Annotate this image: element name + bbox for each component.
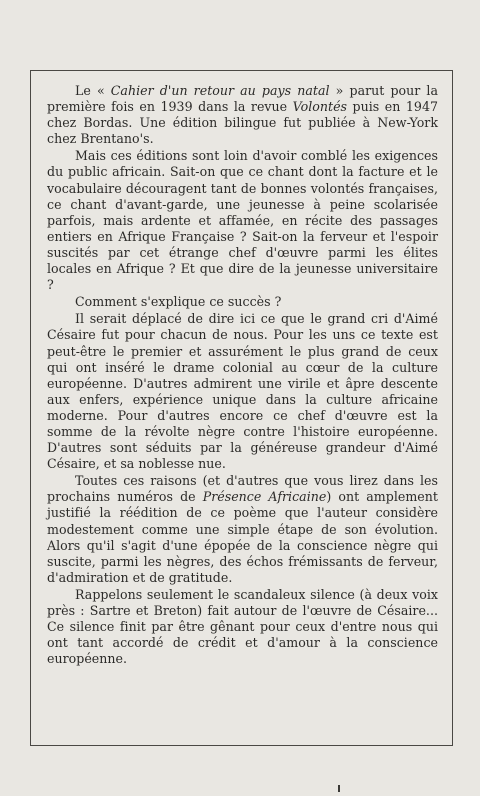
text-segment: puis en 1947 chez Bordas. Une édition bilingue fut publiée à New-York chez Brentano's.	[47, 99, 439, 147]
paragraph-reasons	[47, 473, 438, 586]
text-segment: Rappelons seulement le scandaleux silence (à deux voix près : Sartre et Breton) fait autour de l'œuvre de Césaire... Ce silence finit par être gênant pour ceux d'entre nous qui ont tant accordé de crédit et d'amour à la conscience européenne.	[47, 586, 438, 667]
paragraph-african-public	[47, 148, 438, 293]
paragraph-question	[47, 294, 438, 310]
title-volontes: Volontés	[292, 99, 348, 115]
text-segment: Toutes ces raisons (et d'autres que vous lirez dans les prochains numéros de	[47, 473, 438, 505]
page-mark	[338, 785, 340, 792]
paragraph-meaning	[47, 311, 438, 472]
text-segment: Comment s'explique ce succès ?	[75, 294, 282, 310]
text-segment: Il serait déplacé de dire ici ce que le grand cri d'Aimé Césaire fut pour chacun de nous. Pour les uns ce texte est peut-être le premier et assurément le plus grand de ceux qui ont inséré le drame colonial au cœur de la culture européenne. D'autres admirent une virile et âpre descente aux enfers, expérience unique dans la culture africaine moderne. Pour d'autres encore ce chef d'œuvre est la somme de la révolte nègre contre l'histoire européenne. D'autres sont séduits par la généreuse grandeur d'Aimé Césaire, et sa noblesse nue.	[47, 311, 438, 472]
text-segment: Mais ces éditions sont loin d'avoir comblé les exigences du public africain. Sait-on que ce chant dont la facture et le vocabulaire découragent tant de bonnes volontés françaises, ce chant d'avant-garde, une jeunesse à peine scolarisée parfois, mais ardente et affamée, en récite des passages entiers en Afrique Française ? Sait-on la ferveur et l'espoir suscités par cet étrange chef d'œuvre parmi les élites locales en Afrique ? Et que dire de la jeunesse universitaire ?	[47, 148, 438, 293]
paragraph-silence	[47, 587, 438, 667]
paragraph-publication-history	[47, 83, 438, 147]
text-frame	[30, 70, 453, 746]
title-cahier: Cahier d'un retour au pays natal	[110, 83, 330, 98]
title-presence-africaine: Présence Africaine	[202, 489, 327, 505]
text-segment: » parut pour la première fois en 1939 dans la revue	[47, 83, 438, 115]
text-segment: ) ont amplement justifié la réédition de ce poème que l'auteur considère modestement comme une simple étape de son évolution. Alors qu'il s'agit d'une épopée de la conscience nègre qui suscite, parmi les nègres, des échos frémissants de ferveur, d'admiration et de gratitude.	[47, 489, 438, 585]
text-segment: Le «	[75, 83, 111, 98]
